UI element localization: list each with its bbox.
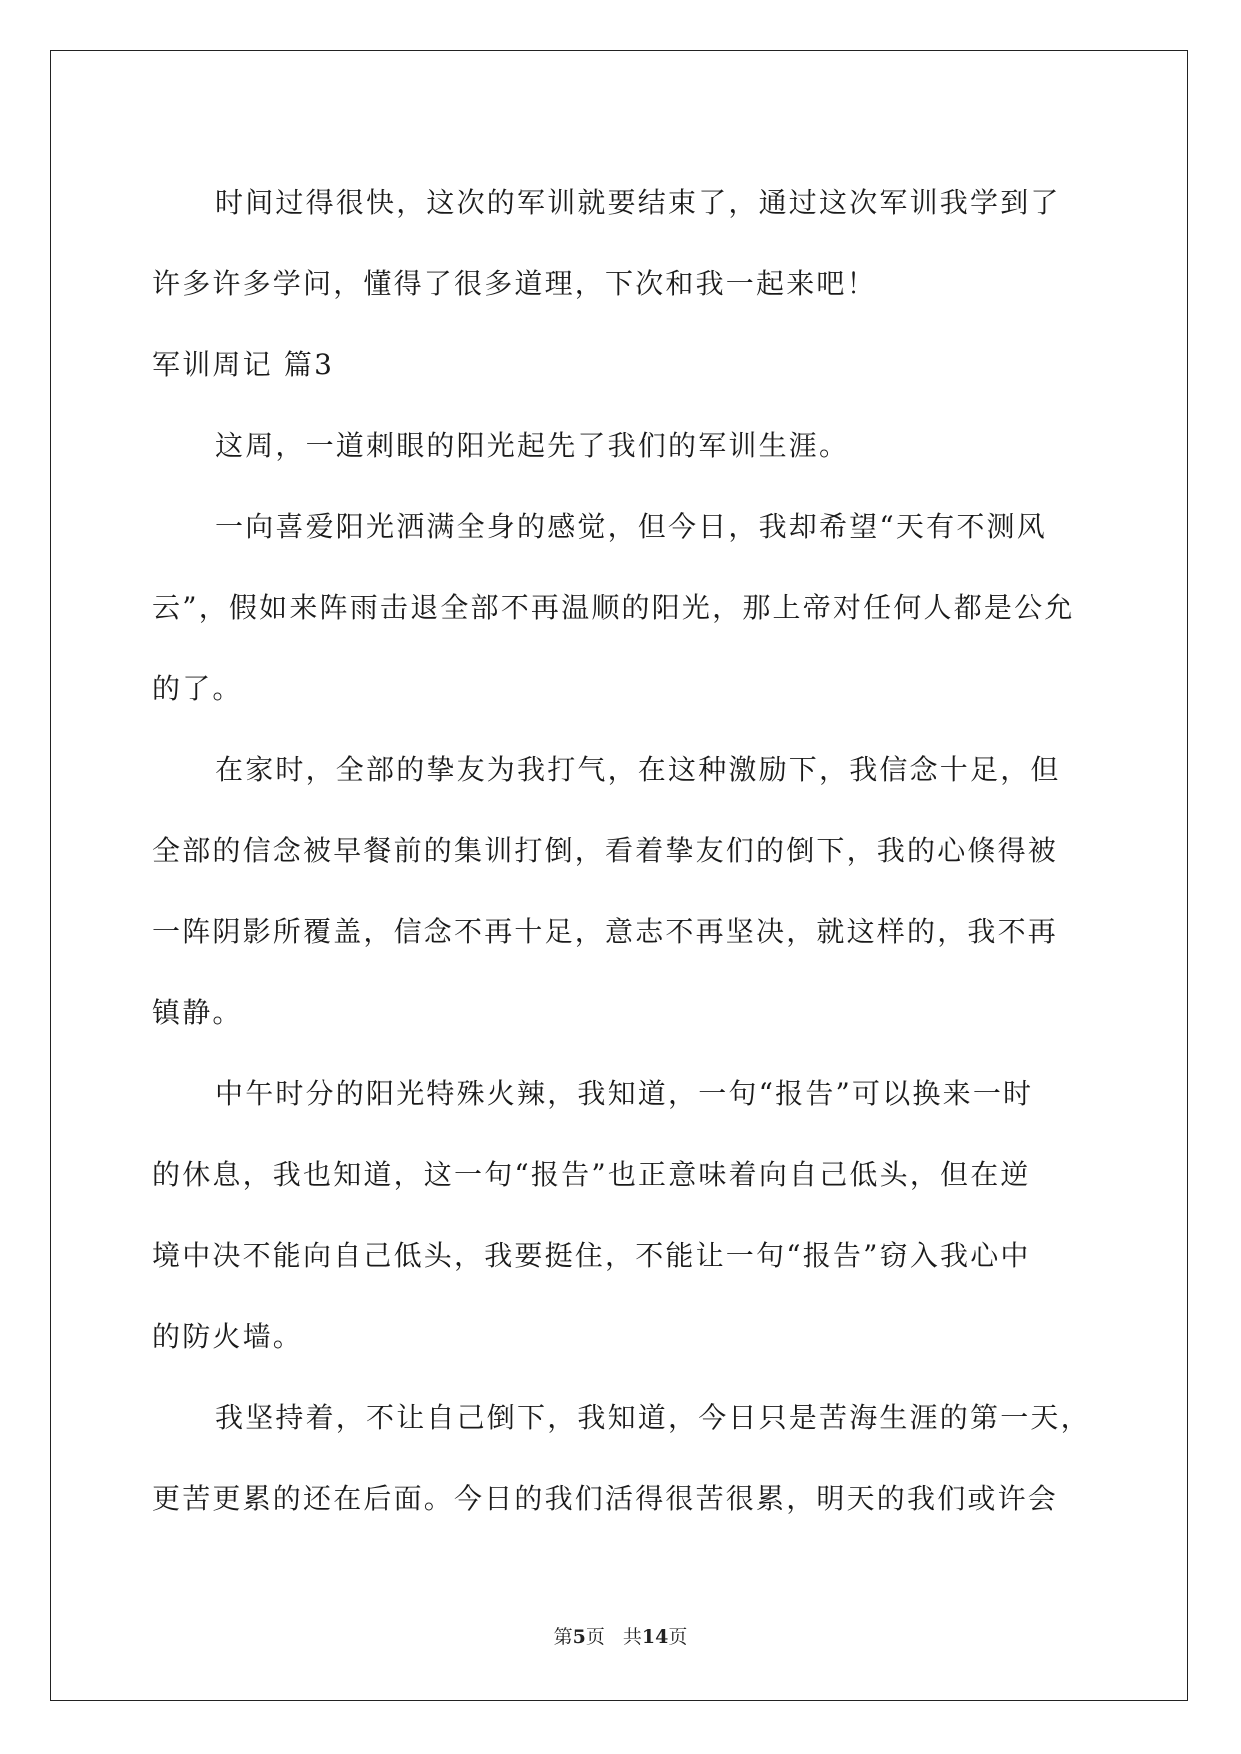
- text-line: 的防火墙。: [152, 1320, 304, 1353]
- text-line: 更苦更累的还在后面。今日的我们活得很苦很累，明天的我们或许会: [152, 1482, 1059, 1515]
- text-line: 时间过得很快，这次的军训就要结束了，通过这次军训我学到了: [215, 186, 1061, 219]
- text-line: 镇静。: [152, 996, 243, 1029]
- text-line: 这周，一道刺眼的阳光起先了我们的军训生涯。: [215, 429, 850, 462]
- text-line: 我坚持着，不让自己倒下，我知道，今日只是苦海生涯的第一天，: [215, 1401, 1091, 1434]
- total-suffix: 页: [668, 1626, 688, 1648]
- total-prefix: 共: [622, 1626, 642, 1648]
- text-line: 许多许多学问，懂得了很多道理，下次和我一起来吧！: [152, 267, 877, 300]
- document-body: [152, 162, 1091, 1539]
- text-line: 的了。: [152, 672, 243, 705]
- section-heading: 军训周记 篇3: [152, 348, 335, 381]
- text-line: 中午时分的阳光特殊火辣，我知道，一句“报告”可以换来一时: [215, 1077, 1034, 1110]
- text-line: 云”，假如来阵雨击退全部不再温顺的阳光，那上帝对任何人都是公允: [152, 591, 1075, 624]
- page-suffix: 页: [585, 1626, 605, 1648]
- text-line: 全部的信念被早餐前的集训打倒，看着挚友们的倒下，我的心倏得被: [152, 834, 1059, 867]
- total-pages: 14: [641, 1626, 669, 1648]
- text-line: 在家时，全部的挚友为我打气，在这种激励下，我信念十足，但: [215, 753, 1061, 786]
- page-footer: [0, 1625, 1241, 1649]
- text-line: 一向喜爱阳光洒满全身的感觉，但今日，我却希望“天有不测风: [215, 510, 1047, 543]
- text-line: 境中决不能向自己低头，我要挺住，不能让一句“报告”窃入我心中: [152, 1239, 1031, 1272]
- page-number: 5: [572, 1626, 586, 1648]
- text-line: 一阵阴影所覆盖，信念不再十足，意志不再坚决，就这样的，我不再: [152, 915, 1059, 948]
- page-prefix: 第: [553, 1626, 573, 1648]
- text-line: 的休息，我也知道，这一句“报告”也正意味着向自己低头，但在逆: [152, 1158, 1031, 1191]
